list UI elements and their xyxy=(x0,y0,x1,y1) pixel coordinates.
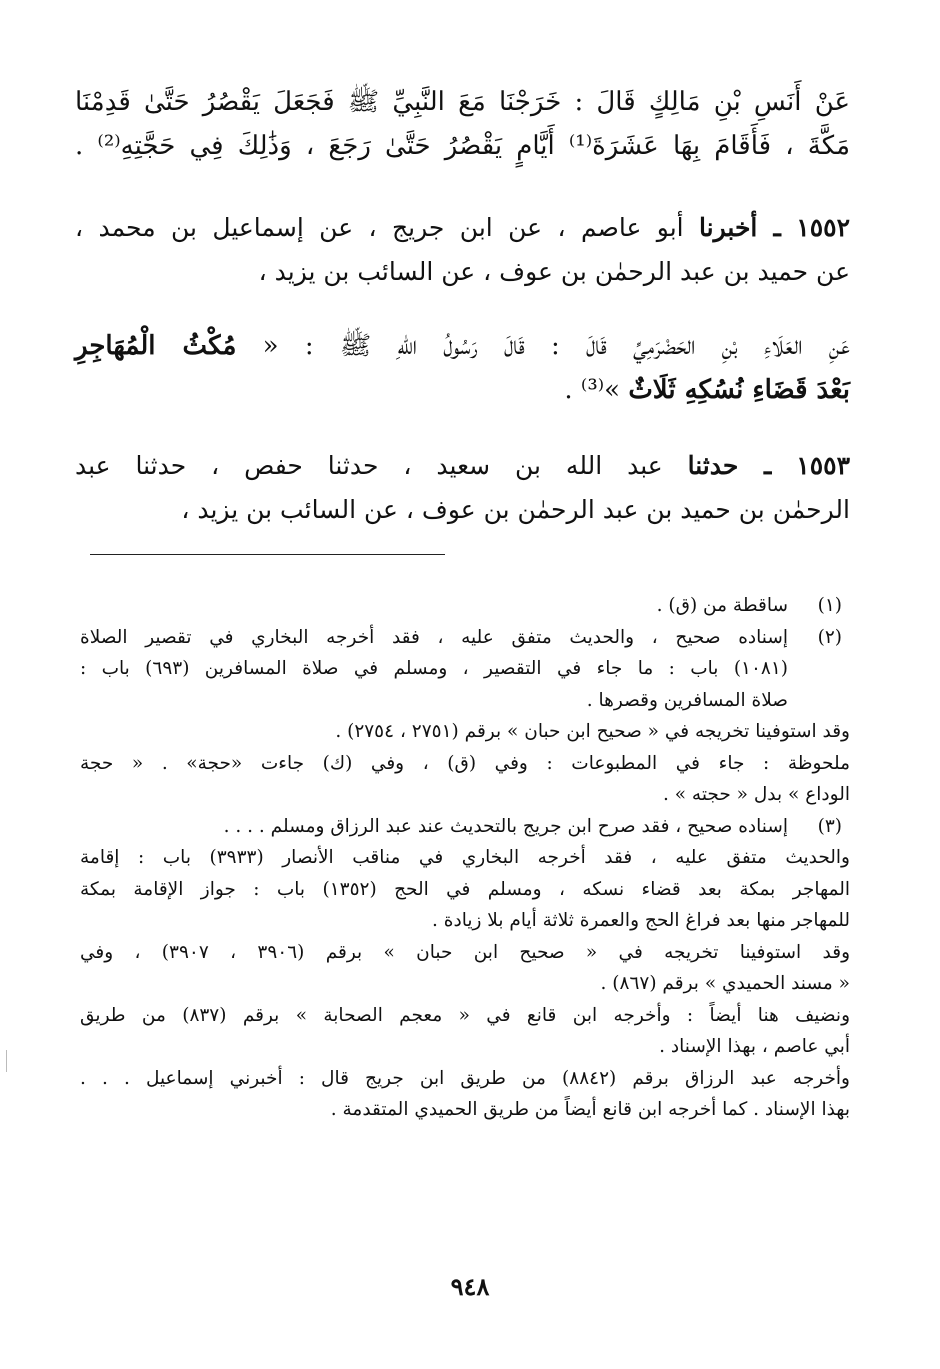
footnote-line: ونضيف هنا أيضاً : وأخرجه ابن قانع في « معجم الصحابة » برقم (٨٣٧) من طريق xyxy=(80,1004,850,1026)
footnote-line: « مسند الحميدي » برقم (٨٦٧) . xyxy=(600,973,850,994)
footnote-line: بهذا الإسناد . كما أخرجه ابن قانع أيضاً من طريق الحميدي المتقدمة . xyxy=(330,1099,850,1120)
footnote-line: المهاجر بمكة بعد قضاء نسكه ، ومسلم في الحج (١٣٥٢) باب : جواز الإقامة بمكة xyxy=(80,878,850,900)
scan-edge-mark xyxy=(6,1050,9,1072)
isnad-line xyxy=(75,444,850,488)
isnad-text: عبد الله بن سعيد ، حدثنا حفص ، حدثنا عبد xyxy=(75,451,663,480)
page-number: ٩٤٨ xyxy=(450,1272,490,1301)
hadith-line xyxy=(75,324,850,368)
hadith-matn: مُكْثُ الْمُهَاجِرِ xyxy=(75,331,237,361)
isnad-line: عن حميد بن عبد الرحمٰن بن عوف ، عن السائب بن يزيد ، xyxy=(258,257,850,286)
footnote-line: صلاة المسافرين وقصرها . xyxy=(586,689,788,711)
isnad-paragraph-1552 xyxy=(75,206,850,294)
footnote-line: (١٠٨١) باب : ما جاء في التقصير ، ومسلم في صلاة المسافرين (٦٩٣) باب : xyxy=(80,658,789,679)
hadith-line: عَنْ أَنَسِ بْنِ مَالِكٍ قَالَ : خَرَجْنَا مَعَ النَّبِيِّ ﷺ فَجَعَلَ يَقْصُرُ حَتَّىٰ قَدِمْنَا xyxy=(75,87,850,117)
footnote-line: إسناده صحيح ، فقد صرح ابن جريج بالتحديث عند عبد الرزاق ومسلم . . . . xyxy=(223,815,788,837)
hadith-paragraph-1 xyxy=(75,80,850,168)
isnad-lead: ـ حدثنا xyxy=(687,451,772,480)
footnote-line: وقد استوفينا تخريجه في « صحيح ابن حبان » برقم (٢٧٥١ ، ٢٧٥٤) . xyxy=(335,721,850,742)
footnote-line: الوداع » بدل « حجته » . xyxy=(662,784,850,805)
footnote-line: وقد استوفينا تخريجه في « صحيح ابن حبان » برقم (٣٩٠٦ ، ٣٩٠٧) ، وفي xyxy=(80,941,850,963)
hadith-text: »⁽³⁾ . xyxy=(564,375,621,405)
footnote-2 xyxy=(80,622,850,717)
hadith-number: ١٥٥٢ xyxy=(796,213,850,242)
hadith-number: ١٥٥٣ xyxy=(796,451,850,480)
hadith-text: عَنِ العَلَاءِ بْنِ الحَضْرَمِيِّ قَالَ : قَالَ رَسُولُ اللهِ ﷺ : « xyxy=(262,331,850,361)
footnote-separator xyxy=(90,554,445,555)
footnote-number: (١) xyxy=(817,595,842,616)
hadith-paragraph-2 xyxy=(75,324,850,412)
footnote-1 xyxy=(80,590,850,622)
isnad-lead: ـ أخبرنا xyxy=(699,213,781,242)
isnad-text: أبو عاصم ، عن ابن جريج ، عن إسماعيل بن محمد ، xyxy=(75,213,684,242)
isnad-line xyxy=(75,206,850,250)
footnote-line: والحديث متفق عليه ، فقد أخرجه البخاري في مناقب الأنصار (٣٩٣٣) باب : إقامة xyxy=(80,847,850,868)
footnote-line: أبي عاصم ، بهذا الإسناد . xyxy=(659,1036,850,1057)
footnote-2-continuation xyxy=(80,716,850,811)
hadith-line xyxy=(75,368,850,412)
footnote-line: إسناده صحيح ، والحديث متفق عليه ، فقد أخرجه البخاري في تقصير الصلاة xyxy=(80,626,788,648)
isnad-paragraph-1553 xyxy=(75,444,850,532)
footnote-line: ملحوظة : جاء في المطبوعات : وفي (ق) ، وفي (ك) جاءت «حجة» . « حجة xyxy=(80,752,850,774)
hadith-line: مَكَّةَ ، فَأَقَامَ بِهَا عَشَرَةَ⁽¹⁾ أَيَّامٍ يَقْصُرُ حَتَّىٰ رَجَعَ ، وَذَٰلِكَ فِي حَجَّتِهِ⁽²⁾ . xyxy=(75,131,850,161)
isnad-line: الرحمٰن بن حميد بن عبد الرحمٰن بن عوف ، عن السائب بن يزيد ، xyxy=(181,495,850,524)
hadith-matn: بَعْدَ قَضَاءِ نُسُكِهِ ثَلَاثٌ xyxy=(628,375,850,405)
footnotes xyxy=(80,590,850,1126)
footnote-line: للمهاجر منها بعد فراغ الحج والعمرة ثلاثة أيام بلا زيادة . xyxy=(432,910,850,931)
footnote-line: وأخرجه عبد الرزاق برقم (٨٨٤٢) من طريق ابن جريج قال : أخبرني إسماعيل . . . xyxy=(80,1067,850,1089)
footnote-line: ساقطة من (ق) . xyxy=(656,595,788,616)
footnote-number: (٣) xyxy=(817,815,842,837)
footnote-3-continuation xyxy=(80,842,850,1126)
footnote-number: (٢) xyxy=(817,626,842,648)
footnote-3 xyxy=(80,811,850,843)
